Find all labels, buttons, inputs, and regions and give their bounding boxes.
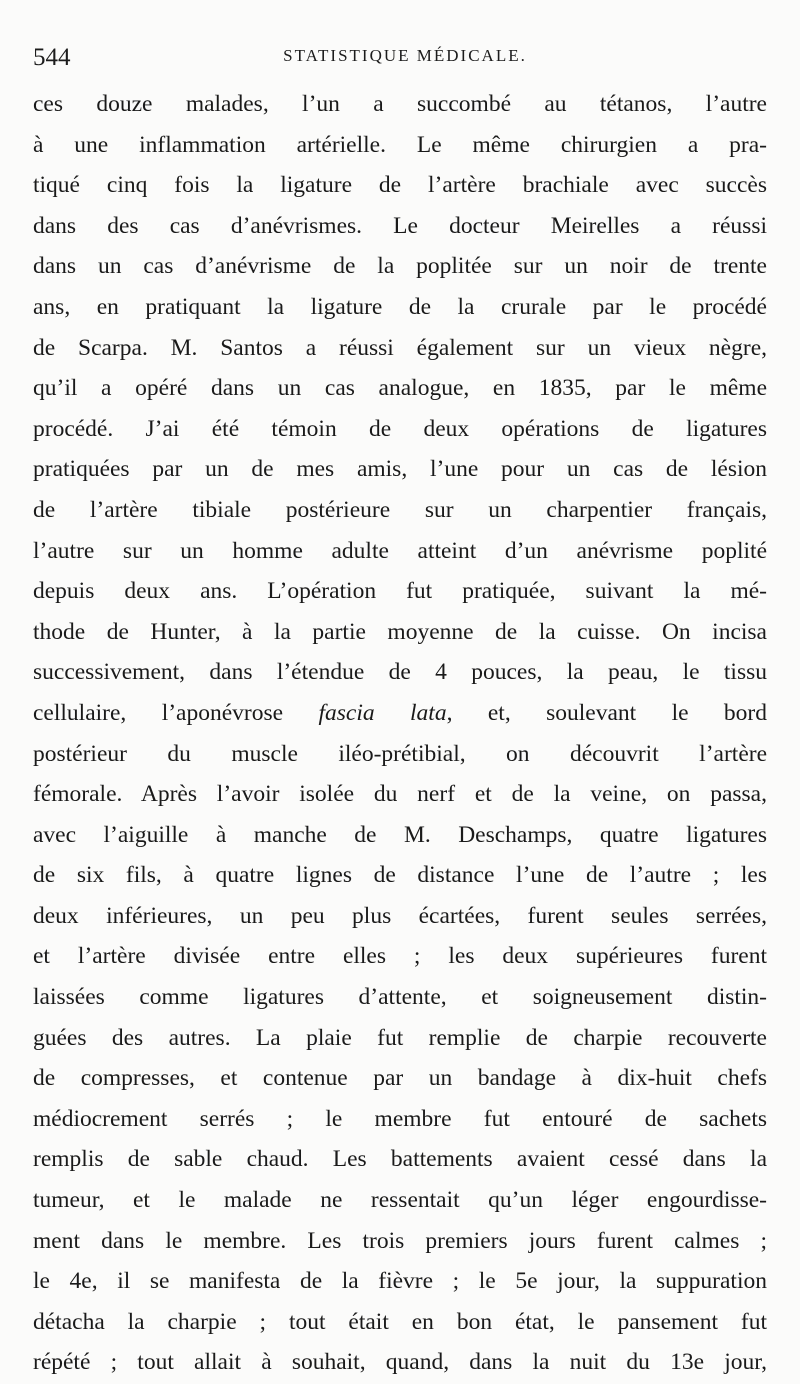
- text-line-7: de Scarpa. M. Santos a réussi également sur un vieux nègre,: [33, 334, 767, 361]
- text-line-1: ces douze malades, l’un a succombé au tétanos, l’autre: [33, 91, 767, 117]
- text-line-28: tumeur, et le malade ne ressentait qu’un léger engourdisse-: [33, 1187, 767, 1214]
- page-number: 544: [33, 44, 71, 71]
- text-line-16-start: cellulaire, l’aponévrose: [33, 699, 319, 726]
- text-line-6: ans, en pratiquant la ligature de la crurale par le procédé: [33, 293, 767, 320]
- text-line-23: laissées comme ligatures d’attente, et soigneusement distin-: [33, 984, 767, 1011]
- text-line-4: dans des cas d’anévrismes. Le docteur Meirelles a réussi: [33, 212, 767, 239]
- text-line-29: ment dans le membre. Les trois premiers jours furent calmes ;: [33, 1227, 767, 1254]
- text-line-11: de l’artère tibiale postérieure sur un charpentier français,: [33, 496, 767, 523]
- text-line-12: l’autre sur un homme adulte atteint d’un anévrisme poplité: [33, 537, 767, 564]
- text-line-25: de compresses, et contenue par un bandage à dix-huit chefs: [33, 1065, 767, 1092]
- text-line-32: répété ; tout allait à souhait, quand, dans la nuit du 13e jour,: [33, 1349, 767, 1376]
- text-line-20: de six fils, à quatre lignes de distance l’une de l’autre ; les: [33, 862, 767, 889]
- text-line-15: successivement, dans l’étendue de 4 pouces, la peau, le tissu: [33, 659, 767, 686]
- italic-term-fascia-lata: fascia lata: [318, 699, 447, 726]
- text-line-14: thode de Hunter, à la partie moyenne de la cuisse. On incisa: [33, 618, 767, 645]
- text-line-30: le 4e, il se manifesta de la fièvre ; le 5e jour, la suppuration: [33, 1268, 767, 1295]
- text-line-2: à une inflammation artérielle. Le même chirurgien a pra-: [33, 131, 767, 158]
- text-line-27: remplis de sable chaud. Les battements avaient cessé dans la: [33, 1146, 767, 1173]
- text-line-5: dans un cas d’anévrisme de la poplitée sur un noir de trente: [33, 253, 767, 280]
- text-line-22: et l’artère divisée entre elles ; les deux supérieures furent: [33, 943, 767, 970]
- text-line-24: guées des autres. La plaie fut remplie de charpie recouverte: [33, 1024, 767, 1051]
- text-line-17: postérieur du muscle iléo-prétibial, on découvrit l’artère: [33, 740, 767, 767]
- text-line-31: détacha la charpie ; tout était en bon état, le pansement fut: [33, 1308, 767, 1335]
- body-text: [33, 84, 767, 1383]
- text-line-3: tiqué cinq fois la ligature de l’artère brachiale avec succès: [33, 172, 767, 199]
- text-line-19: avec l’aiguille à manche de M. Deschamps, quatre ligatures: [33, 821, 767, 848]
- text-line-21: deux inférieures, un peu plus écartées, furent seules serrées,: [33, 902, 767, 929]
- text-line-9: procédé. J’ai été témoin de deux opérations de ligatures: [33, 415, 767, 442]
- text-line-10: pratiquées par un de mes amis, l’une pour un cas de lésion: [33, 456, 767, 483]
- running-title: STATISTIQUE MÉDICALE.: [283, 46, 527, 65]
- text-line-8: qu’il a opéré dans un cas analogue, en 1835, par le même: [33, 375, 767, 402]
- text-line-13: depuis deux ans. L’opération fut pratiquée, suivant la mé-: [33, 578, 767, 605]
- text-line-26: médiocrement serrés ; le membre fut entouré de sachets: [33, 1105, 767, 1132]
- text-line-16-end: , et, soulevant le bord: [446, 699, 768, 726]
- text-line-18: fémorale. Après l’avoir isolée du nerf et de la veine, on passa,: [33, 781, 767, 808]
- text-line-16: [33, 693, 767, 734]
